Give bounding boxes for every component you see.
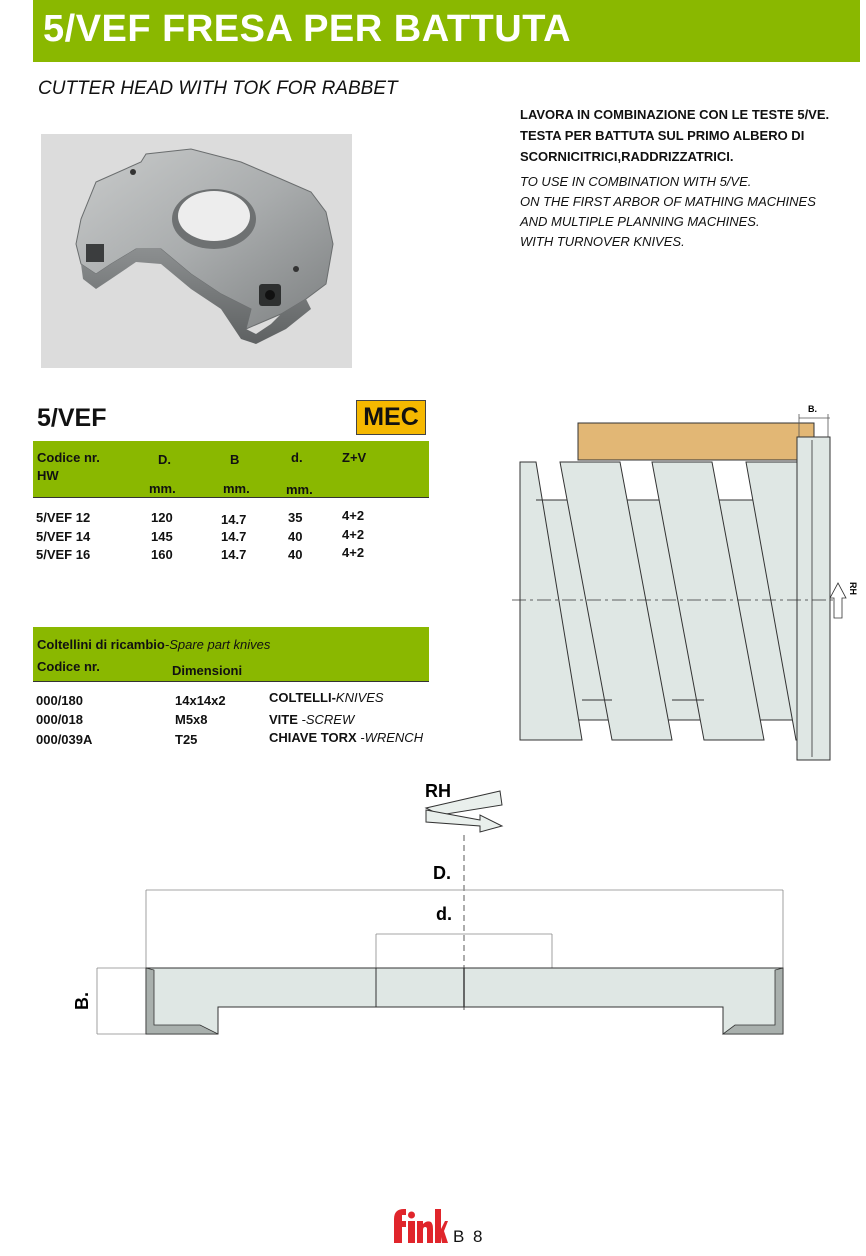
spec-code: 5/VEF 16 xyxy=(36,547,91,562)
product-photo xyxy=(41,134,352,368)
knife-name-it: COLTELLI- xyxy=(269,690,336,705)
knife-name-en: KNIVES xyxy=(335,690,384,705)
knife-row xyxy=(36,690,436,711)
spec-row xyxy=(36,547,426,565)
knives-title xyxy=(37,637,270,652)
knives-table-header xyxy=(33,627,429,682)
knives-title-en: -Spare part knives xyxy=(164,637,271,652)
spec-row xyxy=(36,529,426,547)
b-side-label: B. xyxy=(72,992,92,1010)
b-top-label: B. xyxy=(808,404,817,414)
spec-b: 14.7 xyxy=(221,512,247,527)
knife-name xyxy=(269,730,423,745)
knives-col-dims: Dimensioni xyxy=(172,663,243,678)
col-small-d-unit: mm. xyxy=(286,482,313,497)
col-code-sub-header: HW xyxy=(37,468,59,483)
desc-it-line: SCORNICITRICI,RADDRIZZATRICI. xyxy=(520,149,734,164)
spec-b: 14.7 xyxy=(221,547,247,562)
desc-en-line: WITH TURNOVER KNIVES. xyxy=(520,234,685,249)
section-drawing xyxy=(70,775,800,1045)
side-view-drawing xyxy=(505,395,865,765)
spec-d: 145 xyxy=(151,529,173,544)
knife-row xyxy=(36,732,436,750)
desc-en-line: TO USE IN COMBINATION WITH 5/VE. xyxy=(520,174,752,189)
logo-text: fink xyxy=(392,1205,394,1206)
knives-title-it: Coltellini di ricambio xyxy=(37,637,165,652)
rotation-arrow-icon xyxy=(830,583,846,618)
col-d-header: D. xyxy=(158,452,171,467)
model-title: 5/VEF xyxy=(37,404,107,432)
page-title: 5/VEF FRESA PER BATTUTA xyxy=(43,8,572,50)
page-number: B 8 xyxy=(453,1227,485,1246)
spec-small-d: 40 xyxy=(288,529,303,544)
col-d-unit: mm. xyxy=(149,481,176,496)
cutter-head-illustration xyxy=(41,134,352,368)
spec-code: 5/VEF 14 xyxy=(36,529,91,544)
knife-dims: T25 xyxy=(175,732,198,747)
rh-label: RH xyxy=(425,781,451,801)
knife-name-it: VITE xyxy=(269,712,302,727)
desc-en-line: AND MULTIPLE PLANNING MACHINES. xyxy=(520,214,760,229)
knives-col-code: Codice nr. xyxy=(37,659,100,674)
spec-d: 120 xyxy=(151,510,173,525)
col-zv-header: Z+V xyxy=(342,450,367,465)
rh-arrow-icon xyxy=(426,810,502,832)
col-small-d-header: d. xyxy=(291,450,303,465)
desc-it-line: LAVORA IN COMBINAZIONE CON LE TESTE 5/VE. xyxy=(520,107,830,122)
fink-logo xyxy=(392,1205,448,1245)
right-plate xyxy=(797,437,830,760)
knife-code: 000/018 xyxy=(36,712,83,727)
workpiece xyxy=(578,423,814,460)
small-d-label: d. xyxy=(436,904,452,924)
desc-en-line: ON THE FIRST ARBOR OF MATHING MACHINES xyxy=(520,194,816,209)
desc-it-line: TESTA PER BATTUTA SUL PRIMO ALBERO DI xyxy=(520,128,805,143)
knife-name-it: CHIAVE TORX xyxy=(269,730,361,745)
mec-badge: MEC xyxy=(356,400,426,435)
spec-code: 5/VEF 12 xyxy=(36,510,91,525)
knife-row xyxy=(36,712,436,730)
spec-small-d: 35 xyxy=(288,510,303,525)
knife-name-en: -SCREW xyxy=(301,712,355,727)
col-code-header: Codice nr. xyxy=(37,450,100,465)
subtitle: CUTTER HEAD WITH TOK FOR RABBET xyxy=(38,78,398,99)
knife-name xyxy=(269,690,384,705)
spec-zv: 4+2 xyxy=(342,527,365,542)
col-b-header: B xyxy=(230,452,240,467)
spec-b: 14.7 xyxy=(221,529,247,544)
knife-name-en: -WRENCH xyxy=(360,730,424,745)
knife-dims: 14x14x2 xyxy=(175,693,226,708)
spec-table-header xyxy=(33,441,429,498)
knife-code: 000/180 xyxy=(36,693,83,708)
spec-small-d: 40 xyxy=(288,547,303,562)
big-d-label: D. xyxy=(433,863,451,883)
spec-zv: 4+2 xyxy=(342,545,365,560)
spec-d: 160 xyxy=(151,547,173,562)
title-bar xyxy=(33,0,860,62)
rh-side-label: RH xyxy=(848,582,858,595)
spec-zv: 4+2 xyxy=(342,508,365,523)
knife-name xyxy=(269,712,354,727)
spec-row xyxy=(36,510,426,528)
col-b-unit: mm. xyxy=(223,481,250,496)
knife-code: 000/039A xyxy=(36,732,93,747)
description-english xyxy=(520,172,850,252)
description-italian xyxy=(520,104,850,167)
knife-dims: M5x8 xyxy=(175,712,208,727)
